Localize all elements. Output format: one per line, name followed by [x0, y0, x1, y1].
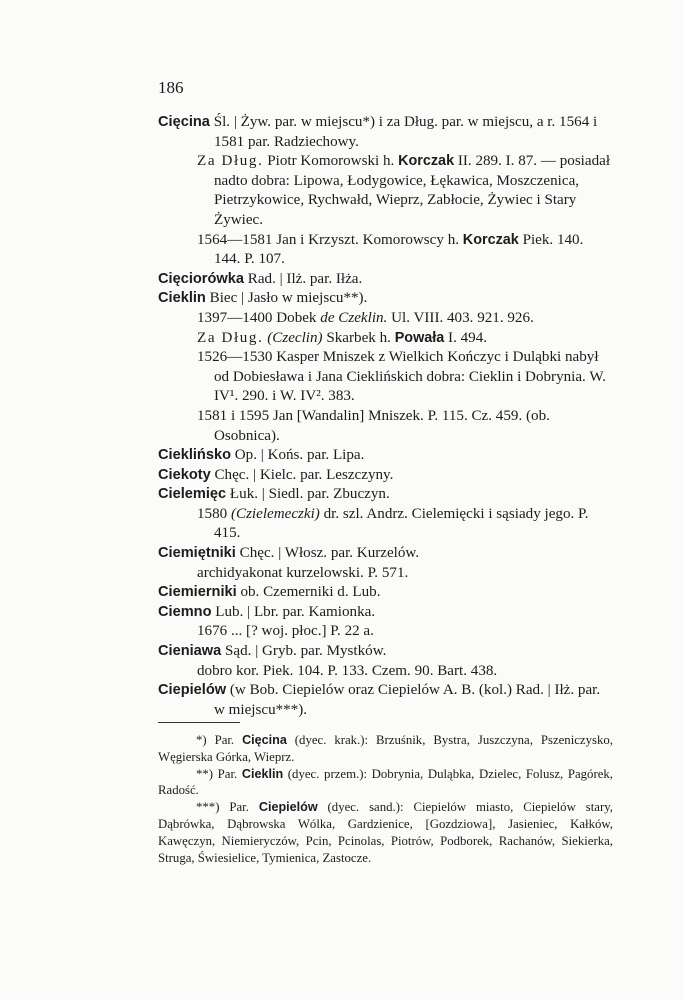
subline-text: dr. szl. Andrz. Cielemięcki i sąsiady jego. P. 415. [214, 505, 589, 542]
entry-headword: Ciepielów [158, 682, 227, 699]
entry [158, 446, 613, 466]
footnote-marker: *) Par. [196, 733, 243, 747]
subline-text: II. 289. I. 87. — posiadał nadto dobra: Lipowa, Łodygowice, Łękawica, Moszczenica, Pietrzykowice, Rychwałd, Wieprz, Zabłocie, Żywiec i Stary Żywiec. [214, 153, 611, 228]
entry-headword: Cieniawa [158, 643, 222, 660]
entry-headword: Ciemierniki [158, 584, 237, 601]
subline-text: 1581 i 1595 Jan [Wandalin] Mniszek. P. 115. Cz. 459. (ob. Osobnica). [197, 407, 550, 444]
footnote-text: (dyec. przem.): Dobrynia, Duląbka, Dzielec, Folusz, Pagórek, Radość. [158, 766, 613, 798]
gazetteer-entries [158, 113, 613, 720]
entry-text: Śl. | Żyw. par. w miejscu*) i za Dług. par. w miejscu, a r. 1564 i 1581 par. Radziechowy. [209, 114, 598, 150]
subline-italic: (Czielemeczki) [230, 505, 320, 522]
za-dlug-label: Za Dług. [197, 329, 264, 346]
entry-headword: Cieklińsko [158, 447, 231, 464]
entry-text: Rad. | Ilż. par. Iłża. [243, 270, 363, 287]
entry-headword: Ciemiętniki [158, 545, 236, 562]
subline-italic: de Czeklin. [320, 309, 388, 326]
entry [158, 485, 613, 505]
footnote [158, 799, 613, 866]
entry [158, 289, 613, 309]
subline-text: Piotr Komorowski h. [267, 153, 399, 170]
entry-subline [158, 622, 613, 642]
coat-of-arms-name: Korczak [462, 231, 519, 248]
subline-text: 1564—1581 Jan i Krzyszt. Komorowscy h. [197, 231, 463, 248]
footnotes [158, 732, 613, 866]
entry-subline [158, 348, 613, 407]
footnote-marker: ***) Par. [196, 800, 259, 815]
subline-text: Ul. VIII. 403. 921. 926. [387, 309, 534, 326]
subline-text: Skarbek h. [322, 329, 395, 346]
footnote-headword: Cięcina [242, 733, 287, 747]
coat-of-arms-name: Powała [394, 329, 445, 346]
subline-text: 1397—1400 Dobek [197, 309, 321, 326]
entry [158, 544, 613, 564]
entry-headword: Cieklin [158, 290, 206, 307]
footnote-text: (dyec. sand.): Ciepielów miasto, Ciepielów stary, Dąbrówka, Dąbrowska Wólka, Gardzienice, [Gozdziowa], Jasieniec, Kałków, Kawęczyn, Niemieryczów, Pcin, Pcinolas, Piotrów, Podborek, Rachanów, Siekierka, Struga, Świesielice, Tymienica, Zastocze. [158, 800, 613, 865]
entry-text: Lub. | Lbr. par. Kamionka. [211, 603, 376, 620]
entry-subline [158, 564, 613, 584]
subline-text: I. 494. [444, 329, 488, 346]
entry-headword: Ciemno [158, 603, 212, 620]
footnote [158, 766, 613, 800]
page-number: 186 [158, 78, 184, 97]
footnote-marker: **) Par. [196, 766, 242, 781]
entry [158, 466, 613, 486]
entry [158, 583, 613, 603]
entry-subline [158, 407, 613, 446]
entry-subline [158, 231, 613, 270]
entry-headword: Cięcina [158, 114, 210, 130]
footnote [158, 732, 613, 766]
entry-subline [158, 329, 613, 349]
entry-headword: Ciekoty [158, 466, 211, 483]
subline-text: 1580 [197, 505, 231, 522]
entry [158, 113, 613, 152]
entry-text: (w Bob. Ciepielów oraz Ciepielów A. B. (kol.) Rad. | Iłż. par. w miejscu***). [214, 682, 601, 718]
entry-headword: Cięciorówka [158, 270, 244, 287]
entry [158, 603, 613, 623]
subline-text: 1526—1530 Kasper Mniszek z Wielkich Kończyc i Duląbki nabył od Dobiesława i Jana Cieklińskich dobra: Cieklin i Dobrynia. W. IV¹. 290. i W. IV². 383. [197, 349, 606, 405]
entry [158, 642, 613, 662]
za-dlug-label: Za Dług. [197, 153, 264, 170]
subline-text: archidyakonat kurzelowski. P. 571. [197, 564, 409, 581]
footnote-headword: Cieklin [241, 766, 284, 781]
entry-subline [158, 662, 613, 682]
entry-headword: Cielemięc [158, 486, 227, 503]
entry-text: Op. | Końs. par. Lipa. [231, 447, 365, 464]
coat-of-arms-name: Korczak [398, 153, 455, 170]
entry-text: Chęc. | Włosz. par. Kurzelów. [235, 545, 420, 562]
entry-text: Sąd. | Gryb. par. Mystków. [221, 643, 387, 660]
subline-text: dobro kor. Piek. 104. P. 133. Czem. 90. Bart. 438. [197, 662, 498, 679]
entry-text: Łuk. | Siedl. par. Zbuczyn. [226, 486, 390, 503]
footnote-text: (dyec. krak.): Brzuśnik, Bystra, Juszczyna, Pszeniczysko, Węgierska Górka, Wieprz. [158, 733, 613, 764]
footnote-divider [158, 722, 240, 723]
footnote-headword: Ciepielów [258, 800, 318, 815]
entry [158, 270, 613, 290]
entry-text: ob. Czemerniki d. Lub. [236, 584, 381, 601]
entry-subline [158, 309, 613, 329]
entry-text: Chęc. | Kielc. par. Leszczyny. [210, 466, 394, 483]
subline-italic: (Czeclin) [267, 329, 323, 346]
subline-text: Piek. 140. 144. P. 107. [214, 231, 584, 268]
subline-text: 1676 ... [? woj. płoc.] P. 22 a. [197, 623, 374, 640]
entry-subline [158, 505, 613, 544]
entry-text: Biec | Jasło w miejscu**). [205, 290, 368, 307]
entry-subline [158, 152, 613, 230]
entry [158, 681, 613, 720]
